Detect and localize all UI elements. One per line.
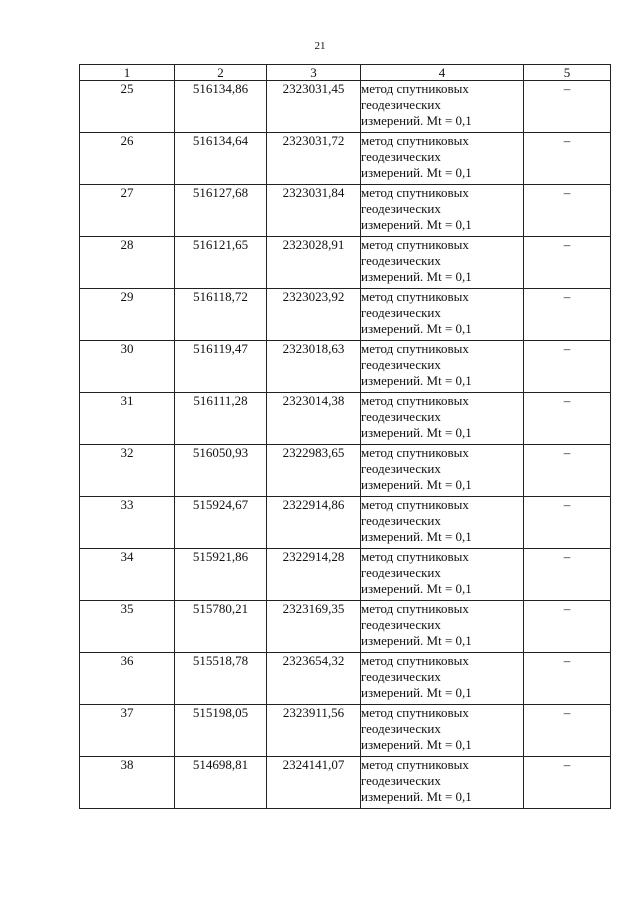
x-coordinate-cell: 516134,64 xyxy=(175,133,267,185)
method-cell xyxy=(361,705,524,757)
method-line: геодезических xyxy=(361,409,441,424)
method-cell xyxy=(361,81,524,133)
point-number-cell: 26 xyxy=(80,133,175,185)
table-row xyxy=(80,601,611,653)
point-number-cell: 37 xyxy=(80,705,175,757)
method-line: метод спутниковых xyxy=(361,497,469,512)
method-line: геодезических xyxy=(361,773,441,788)
table-row xyxy=(80,133,611,185)
method-line: метод спутниковых xyxy=(361,341,469,356)
method-line: измерений. Mt = 0,1 xyxy=(361,477,472,492)
method-line: геодезических xyxy=(361,305,441,320)
table-row xyxy=(80,393,611,445)
note-cell: – xyxy=(524,341,611,393)
method-line: геодезических xyxy=(361,721,441,736)
method-line: метод спутниковых xyxy=(361,445,469,460)
table-row xyxy=(80,289,611,341)
y-coordinate-cell: 2323169,35 xyxy=(267,601,361,653)
point-number-cell: 29 xyxy=(80,289,175,341)
table-row xyxy=(80,237,611,289)
point-number-cell: 34 xyxy=(80,549,175,601)
method-line: измерений. Mt = 0,1 xyxy=(361,685,472,700)
note-cell: – xyxy=(524,549,611,601)
page-number: 21 xyxy=(314,40,326,52)
x-coordinate-cell: 515198,05 xyxy=(175,705,267,757)
method-line: геодезических xyxy=(361,357,441,372)
method-line: метод спутниковых xyxy=(361,549,469,564)
method-line: измерений. Mt = 0,1 xyxy=(361,165,472,180)
note-cell: – xyxy=(524,497,611,549)
method-line: измерений. Mt = 0,1 xyxy=(361,529,472,544)
point-number-cell: 28 xyxy=(80,237,175,289)
point-number-cell: 35 xyxy=(80,601,175,653)
note-cell: – xyxy=(524,289,611,341)
x-coordinate-cell: 516134,86 xyxy=(175,81,267,133)
table-row xyxy=(80,497,611,549)
note-cell: – xyxy=(524,185,611,237)
method-line: метод спутниковых xyxy=(361,601,469,616)
method-cell xyxy=(361,237,524,289)
x-coordinate-cell: 516111,28 xyxy=(175,393,267,445)
point-number-cell: 31 xyxy=(80,393,175,445)
method-line: метод спутниковых xyxy=(361,653,469,668)
header-col-1: 1 xyxy=(80,65,175,81)
table-row xyxy=(80,705,611,757)
method-cell xyxy=(361,497,524,549)
point-number-cell: 36 xyxy=(80,653,175,705)
method-cell xyxy=(361,653,524,705)
y-coordinate-cell: 2323911,56 xyxy=(267,705,361,757)
y-coordinate-cell: 2323031,45 xyxy=(267,81,361,133)
point-number-cell: 32 xyxy=(80,445,175,497)
method-line: геодезических xyxy=(361,201,441,216)
table-row xyxy=(80,549,611,601)
table-row xyxy=(80,341,611,393)
method-line: геодезических xyxy=(361,565,441,580)
method-line: измерений. Mt = 0,1 xyxy=(361,373,472,388)
coordinates-table xyxy=(79,64,611,809)
method-line: метод спутниковых xyxy=(361,289,469,304)
header-col-5: 5 xyxy=(524,65,611,81)
note-cell: – xyxy=(524,133,611,185)
y-coordinate-cell: 2323028,91 xyxy=(267,237,361,289)
header-col-4: 4 xyxy=(361,65,524,81)
table-row xyxy=(80,757,611,809)
table-header-row xyxy=(80,65,611,81)
y-coordinate-cell: 2323031,84 xyxy=(267,185,361,237)
x-coordinate-cell: 516050,93 xyxy=(175,445,267,497)
method-line: измерений. Mt = 0,1 xyxy=(361,581,472,596)
method-line: измерений. Mt = 0,1 xyxy=(361,789,472,804)
table-row xyxy=(80,445,611,497)
y-coordinate-cell: 2323654,32 xyxy=(267,653,361,705)
method-line: метод спутниковых xyxy=(361,393,469,408)
method-line: измерений. Mt = 0,1 xyxy=(361,269,472,284)
note-cell: – xyxy=(524,601,611,653)
method-line: измерений. Mt = 0,1 xyxy=(361,425,472,440)
table-row xyxy=(80,185,611,237)
point-number-cell: 38 xyxy=(80,757,175,809)
x-coordinate-cell: 514698,81 xyxy=(175,757,267,809)
method-line: метод спутниковых xyxy=(361,757,469,772)
method-line: измерений. Mt = 0,1 xyxy=(361,633,472,648)
method-cell xyxy=(361,185,524,237)
method-line: метод спутниковых xyxy=(361,237,469,252)
method-line: геодезических xyxy=(361,513,441,528)
x-coordinate-cell: 515921,86 xyxy=(175,549,267,601)
y-coordinate-cell: 2323014,38 xyxy=(267,393,361,445)
method-cell xyxy=(361,549,524,601)
method-line: метод спутниковых xyxy=(361,133,469,148)
y-coordinate-cell: 2322914,86 xyxy=(267,497,361,549)
method-line: геодезических xyxy=(361,149,441,164)
method-cell xyxy=(361,133,524,185)
note-cell: – xyxy=(524,445,611,497)
note-cell: – xyxy=(524,757,611,809)
y-coordinate-cell: 2322983,65 xyxy=(267,445,361,497)
point-number-cell: 27 xyxy=(80,185,175,237)
point-number-cell: 30 xyxy=(80,341,175,393)
method-line: метод спутниковых xyxy=(361,705,469,720)
method-line: измерений. Mt = 0,1 xyxy=(361,321,472,336)
method-line: измерений. Mt = 0,1 xyxy=(361,737,472,752)
note-cell: – xyxy=(524,705,611,757)
y-coordinate-cell: 2323018,63 xyxy=(267,341,361,393)
note-cell: – xyxy=(524,393,611,445)
point-number-cell: 33 xyxy=(80,497,175,549)
method-cell xyxy=(361,445,524,497)
method-line: геодезических xyxy=(361,669,441,684)
note-cell: – xyxy=(524,653,611,705)
method-cell xyxy=(361,341,524,393)
method-line: измерений. Mt = 0,1 xyxy=(361,113,472,128)
x-coordinate-cell: 515780,21 xyxy=(175,601,267,653)
header-col-3: 3 xyxy=(267,65,361,81)
point-number-cell: 25 xyxy=(80,81,175,133)
table-row xyxy=(80,653,611,705)
method-line: измерений. Mt = 0,1 xyxy=(361,217,472,232)
y-coordinate-cell: 2322914,28 xyxy=(267,549,361,601)
y-coordinate-cell: 2323023,92 xyxy=(267,289,361,341)
x-coordinate-cell: 515924,67 xyxy=(175,497,267,549)
method-line: метод спутниковых xyxy=(361,81,469,96)
method-cell xyxy=(361,393,524,445)
x-coordinate-cell: 516119,47 xyxy=(175,341,267,393)
x-coordinate-cell: 516118,72 xyxy=(175,289,267,341)
x-coordinate-cell: 516127,68 xyxy=(175,185,267,237)
method-line: геодезических xyxy=(361,617,441,632)
note-cell: – xyxy=(524,237,611,289)
method-line: метод спутниковых xyxy=(361,185,469,200)
note-cell: – xyxy=(524,81,611,133)
y-coordinate-cell: 2324141,07 xyxy=(267,757,361,809)
method-cell xyxy=(361,289,524,341)
x-coordinate-cell: 515518,78 xyxy=(175,653,267,705)
method-line: геодезических xyxy=(361,97,441,112)
table-row xyxy=(80,81,611,133)
method-cell xyxy=(361,757,524,809)
header-col-2: 2 xyxy=(175,65,267,81)
x-coordinate-cell: 516121,65 xyxy=(175,237,267,289)
method-line: геодезических xyxy=(361,253,441,268)
method-cell xyxy=(361,601,524,653)
method-line: геодезических xyxy=(361,461,441,476)
y-coordinate-cell: 2323031,72 xyxy=(267,133,361,185)
